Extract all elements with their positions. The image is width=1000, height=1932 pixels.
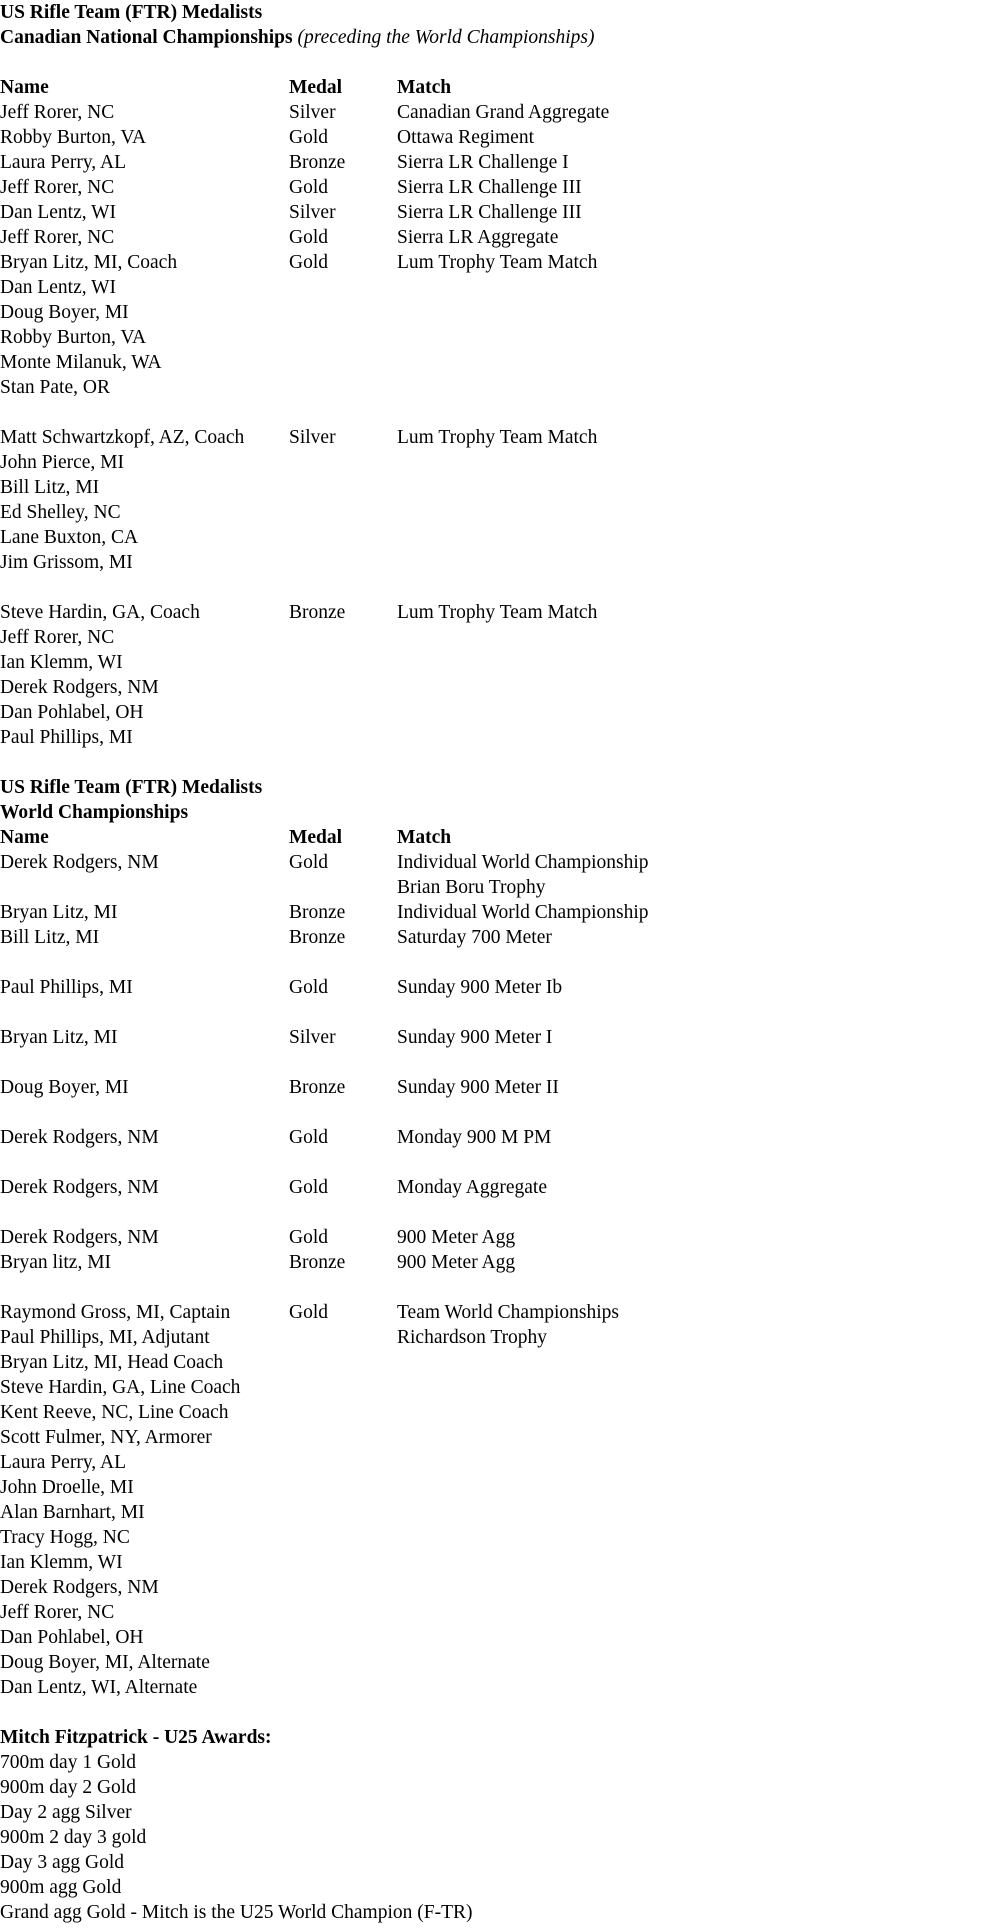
world-heading-subtitle: World Championships xyxy=(0,802,189,823)
cell-medal xyxy=(289,1350,397,1375)
cell-medal xyxy=(289,500,397,525)
cell-medal: Gold xyxy=(289,227,328,248)
cell-name: Dan Pohlabel, OH xyxy=(0,702,144,723)
cell-medal xyxy=(289,1375,397,1400)
table-row xyxy=(0,1375,1000,1400)
cell-match: Canadian Grand Aggregate xyxy=(397,102,610,123)
cell-match: Brian Boru Trophy xyxy=(397,877,546,898)
table-row xyxy=(0,1075,1000,1100)
table-row xyxy=(0,700,1000,725)
cell-match: Sierra LR Challenge III xyxy=(397,202,582,223)
cell-match xyxy=(397,300,1000,325)
cell-match xyxy=(397,1400,1000,1425)
cell-match: Lum Trophy Team Match xyxy=(397,252,598,273)
award-text: 900m agg Gold xyxy=(0,1877,122,1898)
cell-match: Monday 900 M PM xyxy=(397,1127,552,1148)
table-row xyxy=(0,150,1000,175)
cell-medal xyxy=(289,1475,397,1500)
cell-medal: Bronze xyxy=(289,927,346,948)
cell-match: 900 Meter Agg xyxy=(397,1227,516,1248)
table-row xyxy=(0,1450,1000,1475)
cell-match: Saturday 700 Meter xyxy=(397,927,552,948)
cell-name xyxy=(0,875,289,900)
cell-match xyxy=(397,1650,1000,1675)
cell-medal: Silver xyxy=(289,202,336,223)
cell-medal xyxy=(289,1550,397,1575)
cell-medal xyxy=(289,700,397,725)
cell-match: Monday Aggregate xyxy=(397,1177,548,1198)
cell-medal xyxy=(289,275,397,300)
cell-name: Raymond Gross, MI, Captain xyxy=(0,1302,231,1323)
cell-name: Robby Burton, VA xyxy=(0,327,147,348)
table-row xyxy=(0,900,1000,925)
cell-medal: Gold xyxy=(289,1227,328,1248)
spacer xyxy=(0,750,1000,775)
world-heading-title: US Rifle Team (FTR) Medalists xyxy=(0,777,263,798)
table-row xyxy=(0,475,1000,500)
award-text: Day 3 agg Gold xyxy=(0,1852,125,1873)
cell-name: John Droelle, MI xyxy=(0,1477,134,1498)
cell-name: Paul Phillips, MI xyxy=(0,977,133,998)
award-text: 900m 2 day 3 gold xyxy=(0,1827,147,1848)
table-row xyxy=(0,1625,1000,1650)
cell-medal xyxy=(289,1400,397,1425)
cell-match xyxy=(397,650,1000,675)
table-row xyxy=(0,525,1000,550)
cell-match: Sunday 900 Meter II xyxy=(397,1077,559,1098)
table-row xyxy=(0,1475,1000,1500)
table-row xyxy=(0,1300,1000,1325)
table-row xyxy=(0,350,1000,375)
cell-medal: Gold xyxy=(289,852,328,873)
spacer xyxy=(0,50,1000,75)
cell-name: Dan Lentz, WI xyxy=(0,277,117,298)
cell-match xyxy=(397,475,1000,500)
canadian-heading-note: (preceding the World Championships) xyxy=(297,27,595,48)
cell-name: Laura Perry, AL xyxy=(0,152,126,173)
cell-match xyxy=(397,325,1000,350)
cell-name: Dan Pohlabel, OH xyxy=(0,1627,144,1648)
cell-name: Derek Rodgers, NM xyxy=(0,1127,159,1148)
table-row xyxy=(0,1650,1000,1675)
table-row xyxy=(0,1550,1000,1575)
cell-match xyxy=(397,500,1000,525)
cell-match: Sierra LR Aggregate xyxy=(397,227,559,248)
cell-medal: Gold xyxy=(289,977,328,998)
award-text: Grand agg Gold - Mitch is the U25 World Champion (F-TR) xyxy=(0,1902,473,1923)
cell-name: Derek Rodgers, NM xyxy=(0,1227,159,1248)
table-row xyxy=(0,1675,1000,1700)
cell-match xyxy=(397,1425,1000,1450)
spacer xyxy=(0,1100,1000,1125)
cell-medal xyxy=(289,450,397,475)
canadian-header-name: Name xyxy=(0,77,49,98)
cell-match xyxy=(397,450,1000,475)
spacer xyxy=(0,1275,1000,1300)
cell-match xyxy=(397,1350,1000,1375)
cell-name: Paul Phillips, MI, Adjutant xyxy=(0,1327,210,1348)
cell-match xyxy=(397,1600,1000,1625)
table-row xyxy=(0,225,1000,250)
cell-medal xyxy=(289,675,397,700)
cell-match: Sunday 900 Meter Ib xyxy=(397,977,563,998)
cell-name: Scott Fulmer, NY, Armorer xyxy=(0,1427,212,1448)
table-row xyxy=(0,1400,1000,1425)
table-row xyxy=(0,200,1000,225)
cell-name: Bryan Litz, MI, Coach xyxy=(0,252,178,273)
cell-name: Jeff Rorer, NC xyxy=(0,227,115,248)
table-row xyxy=(0,650,1000,675)
world-header-match: Match xyxy=(397,827,452,848)
list-item xyxy=(0,1775,1000,1800)
world-header-name: Name xyxy=(0,827,49,848)
cell-match: Ottawa Regiment xyxy=(397,127,535,148)
cell-name: Tracy Hogg, NC xyxy=(0,1527,130,1548)
canadian-heading-subtitle: Canadian National Championships xyxy=(0,27,293,48)
cell-name: Stan Pate, OR xyxy=(0,377,110,398)
cell-medal: Bronze xyxy=(289,902,346,923)
cell-name: Steve Hardin, GA, Line Coach xyxy=(0,1377,241,1398)
cell-name: Paul Phillips, MI xyxy=(0,727,133,748)
cell-match xyxy=(397,1450,1000,1475)
cell-medal xyxy=(289,1650,397,1675)
cell-name: Bryan Litz, MI, Head Coach xyxy=(0,1352,224,1373)
cell-medal xyxy=(289,1325,397,1350)
cell-medal xyxy=(289,1450,397,1475)
cell-name: Doug Boyer, MI, Alternate xyxy=(0,1652,210,1673)
award-text: 700m day 1 Gold xyxy=(0,1752,136,1773)
cell-medal: Bronze xyxy=(289,1252,346,1273)
spacer xyxy=(0,1150,1000,1175)
cell-medal xyxy=(289,325,397,350)
table-row xyxy=(0,550,1000,575)
cell-name: Bill Litz, MI xyxy=(0,927,100,948)
cell-match: Individual World Championship xyxy=(397,852,649,873)
cell-match xyxy=(397,1375,1000,1400)
cell-name: Ian Klemm, WI xyxy=(0,652,123,673)
cell-medal xyxy=(289,475,397,500)
cell-name: Dan Lentz, WI xyxy=(0,202,117,223)
table-row xyxy=(0,1175,1000,1200)
cell-name: Matt Schwartzkopf, AZ, Coach xyxy=(0,427,245,448)
canadian-header-match: Match xyxy=(397,77,452,98)
cell-match xyxy=(397,675,1000,700)
list-item xyxy=(0,1850,1000,1875)
u25-award-list xyxy=(0,1750,1000,1925)
table-row xyxy=(0,1250,1000,1275)
table-row xyxy=(0,1125,1000,1150)
cell-name: Jim Grissom, MI xyxy=(0,552,133,573)
cell-name: Steve Hardin, GA, Coach xyxy=(0,602,200,623)
cell-medal xyxy=(289,375,397,400)
cell-name: Monte Milanuk, WA xyxy=(0,352,162,373)
spacer xyxy=(0,1050,1000,1075)
table-row xyxy=(0,250,1000,275)
cell-name: Derek Rodgers, NM xyxy=(0,1577,159,1598)
cell-match: Sierra LR Challenge I xyxy=(397,152,569,173)
table-row xyxy=(0,325,1000,350)
cell-medal: Gold xyxy=(289,1127,328,1148)
cell-medal xyxy=(289,875,397,900)
cell-name: Bryan Litz, MI xyxy=(0,902,118,923)
cell-medal xyxy=(289,350,397,375)
table-row xyxy=(0,1225,1000,1250)
u25-heading: Mitch Fitzpatrick - U25 Awards: xyxy=(0,1727,272,1748)
cell-medal xyxy=(289,625,397,650)
list-item xyxy=(0,1875,1000,1900)
cell-match: Lum Trophy Team Match xyxy=(397,427,598,448)
cell-match xyxy=(397,1475,1000,1500)
spacer xyxy=(0,1700,1000,1725)
table-row xyxy=(0,875,1000,900)
table-row xyxy=(0,850,1000,875)
cell-match xyxy=(397,700,1000,725)
table-row xyxy=(0,1600,1000,1625)
cell-name: Doug Boyer, MI xyxy=(0,302,129,323)
cell-name: Doug Boyer, MI xyxy=(0,1077,129,1098)
world-header-medal: Medal xyxy=(289,827,343,848)
table-row xyxy=(0,175,1000,200)
cell-medal xyxy=(289,725,397,750)
cell-match: Lum Trophy Team Match xyxy=(397,602,598,623)
cell-medal: Silver xyxy=(289,102,336,123)
cell-medal: Gold xyxy=(289,252,328,273)
cell-match: Richardson Trophy xyxy=(397,1327,548,1348)
canadian-heading-line1 xyxy=(0,0,1000,25)
cell-match xyxy=(397,375,1000,400)
table-row xyxy=(0,1425,1000,1450)
cell-name: Dan Lentz, WI, Alternate xyxy=(0,1677,198,1698)
table-row xyxy=(0,500,1000,525)
table-row xyxy=(0,375,1000,400)
table-row xyxy=(0,925,1000,950)
table-row xyxy=(0,125,1000,150)
cell-medal xyxy=(289,1525,397,1550)
cell-match: Team World Championships xyxy=(397,1302,620,1323)
cell-match: Sunday 900 Meter I xyxy=(397,1027,553,1048)
cell-match: Individual World Championship xyxy=(397,902,649,923)
table-row xyxy=(0,1500,1000,1525)
table-row xyxy=(0,275,1000,300)
cell-medal: Gold xyxy=(289,1177,328,1198)
cell-medal xyxy=(289,1600,397,1625)
cell-match xyxy=(397,1500,1000,1525)
cell-match xyxy=(397,1575,1000,1600)
list-item xyxy=(0,1750,1000,1775)
canadian-heading-line2 xyxy=(0,25,1000,50)
cell-name: Jeff Rorer, NC xyxy=(0,102,115,123)
spacer xyxy=(0,1200,1000,1225)
cell-match: Sierra LR Challenge III xyxy=(397,177,582,198)
cell-match xyxy=(397,275,1000,300)
cell-match xyxy=(397,350,1000,375)
cell-name: Derek Rodgers, NM xyxy=(0,677,159,698)
list-item xyxy=(0,1825,1000,1850)
world-medal-table xyxy=(0,850,1000,1700)
spacer xyxy=(0,400,1000,425)
canadian-header-medal: Medal xyxy=(289,77,343,98)
cell-name: John Pierce, MI xyxy=(0,452,125,473)
cell-medal xyxy=(289,525,397,550)
table-row xyxy=(0,300,1000,325)
canadian-column-headers xyxy=(0,75,1000,100)
cell-name: Bryan litz, MI xyxy=(0,1252,112,1273)
cell-name: Jeff Rorer, NC xyxy=(0,627,115,648)
cell-medal: Gold xyxy=(289,177,328,198)
cell-name: Lane Buxton, CA xyxy=(0,527,139,548)
cell-medal xyxy=(289,1675,397,1700)
cell-match: 900 Meter Agg xyxy=(397,1252,516,1273)
spacer xyxy=(0,950,1000,975)
list-item xyxy=(0,1800,1000,1825)
cell-name: Laura Perry, AL xyxy=(0,1452,126,1473)
cell-name: Derek Rodgers, NM xyxy=(0,1177,159,1198)
cell-medal: Bronze xyxy=(289,602,346,623)
table-row xyxy=(0,725,1000,750)
cell-medal xyxy=(289,300,397,325)
cell-match xyxy=(397,1550,1000,1575)
cell-medal xyxy=(289,650,397,675)
table-row xyxy=(0,425,1000,450)
cell-match xyxy=(397,1625,1000,1650)
table-row xyxy=(0,1350,1000,1375)
world-heading-line1 xyxy=(0,775,1000,800)
cell-match xyxy=(397,625,1000,650)
cell-name: Jeff Rorer, NC xyxy=(0,1602,115,1623)
award-text: 900m day 2 Gold xyxy=(0,1777,136,1798)
table-row xyxy=(0,675,1000,700)
cell-medal xyxy=(289,1500,397,1525)
cell-name: Bill Litz, MI xyxy=(0,477,100,498)
cell-match xyxy=(397,725,1000,750)
cell-name: Derek Rodgers, NM xyxy=(0,852,159,873)
cell-medal: Silver xyxy=(289,427,336,448)
table-row xyxy=(0,1025,1000,1050)
cell-name: Ian Klemm, WI xyxy=(0,1552,123,1573)
world-column-headers xyxy=(0,825,1000,850)
table-row xyxy=(0,450,1000,475)
cell-medal: Bronze xyxy=(289,152,346,173)
award-text: Day 2 agg Silver xyxy=(0,1802,132,1823)
cell-name: Ed Shelley, NC xyxy=(0,502,121,523)
table-row xyxy=(0,100,1000,125)
cell-medal: Gold xyxy=(289,1302,328,1323)
table-row xyxy=(0,975,1000,1000)
spacer xyxy=(0,575,1000,600)
table-row xyxy=(0,1575,1000,1600)
spacer xyxy=(0,1000,1000,1025)
list-item xyxy=(0,1900,1000,1925)
cell-medal: Silver xyxy=(289,1027,336,1048)
cell-medal: Gold xyxy=(289,127,328,148)
world-heading-line2 xyxy=(0,800,1000,825)
cell-medal: Bronze xyxy=(289,1077,346,1098)
table-row xyxy=(0,600,1000,625)
cell-match xyxy=(397,525,1000,550)
cell-medal xyxy=(289,1625,397,1650)
canadian-heading-title: US Rifle Team (FTR) Medalists xyxy=(0,2,263,23)
cell-name: Kent Reeve, NC, Line Coach xyxy=(0,1402,229,1423)
cell-match xyxy=(397,1675,1000,1700)
cell-name: Bryan Litz, MI xyxy=(0,1027,118,1048)
cell-medal xyxy=(289,1425,397,1450)
table-row xyxy=(0,625,1000,650)
cell-medal xyxy=(289,1575,397,1600)
cell-name: Jeff Rorer, NC xyxy=(0,177,115,198)
cell-match xyxy=(397,1525,1000,1550)
u25-heading-line xyxy=(0,1725,1000,1750)
cell-name: Alan Barnhart, MI xyxy=(0,1502,145,1523)
cell-name: Robby Burton, VA xyxy=(0,127,147,148)
cell-match xyxy=(397,550,1000,575)
canadian-medal-table xyxy=(0,100,1000,750)
table-row xyxy=(0,1325,1000,1350)
table-row xyxy=(0,1525,1000,1550)
cell-medal xyxy=(289,550,397,575)
